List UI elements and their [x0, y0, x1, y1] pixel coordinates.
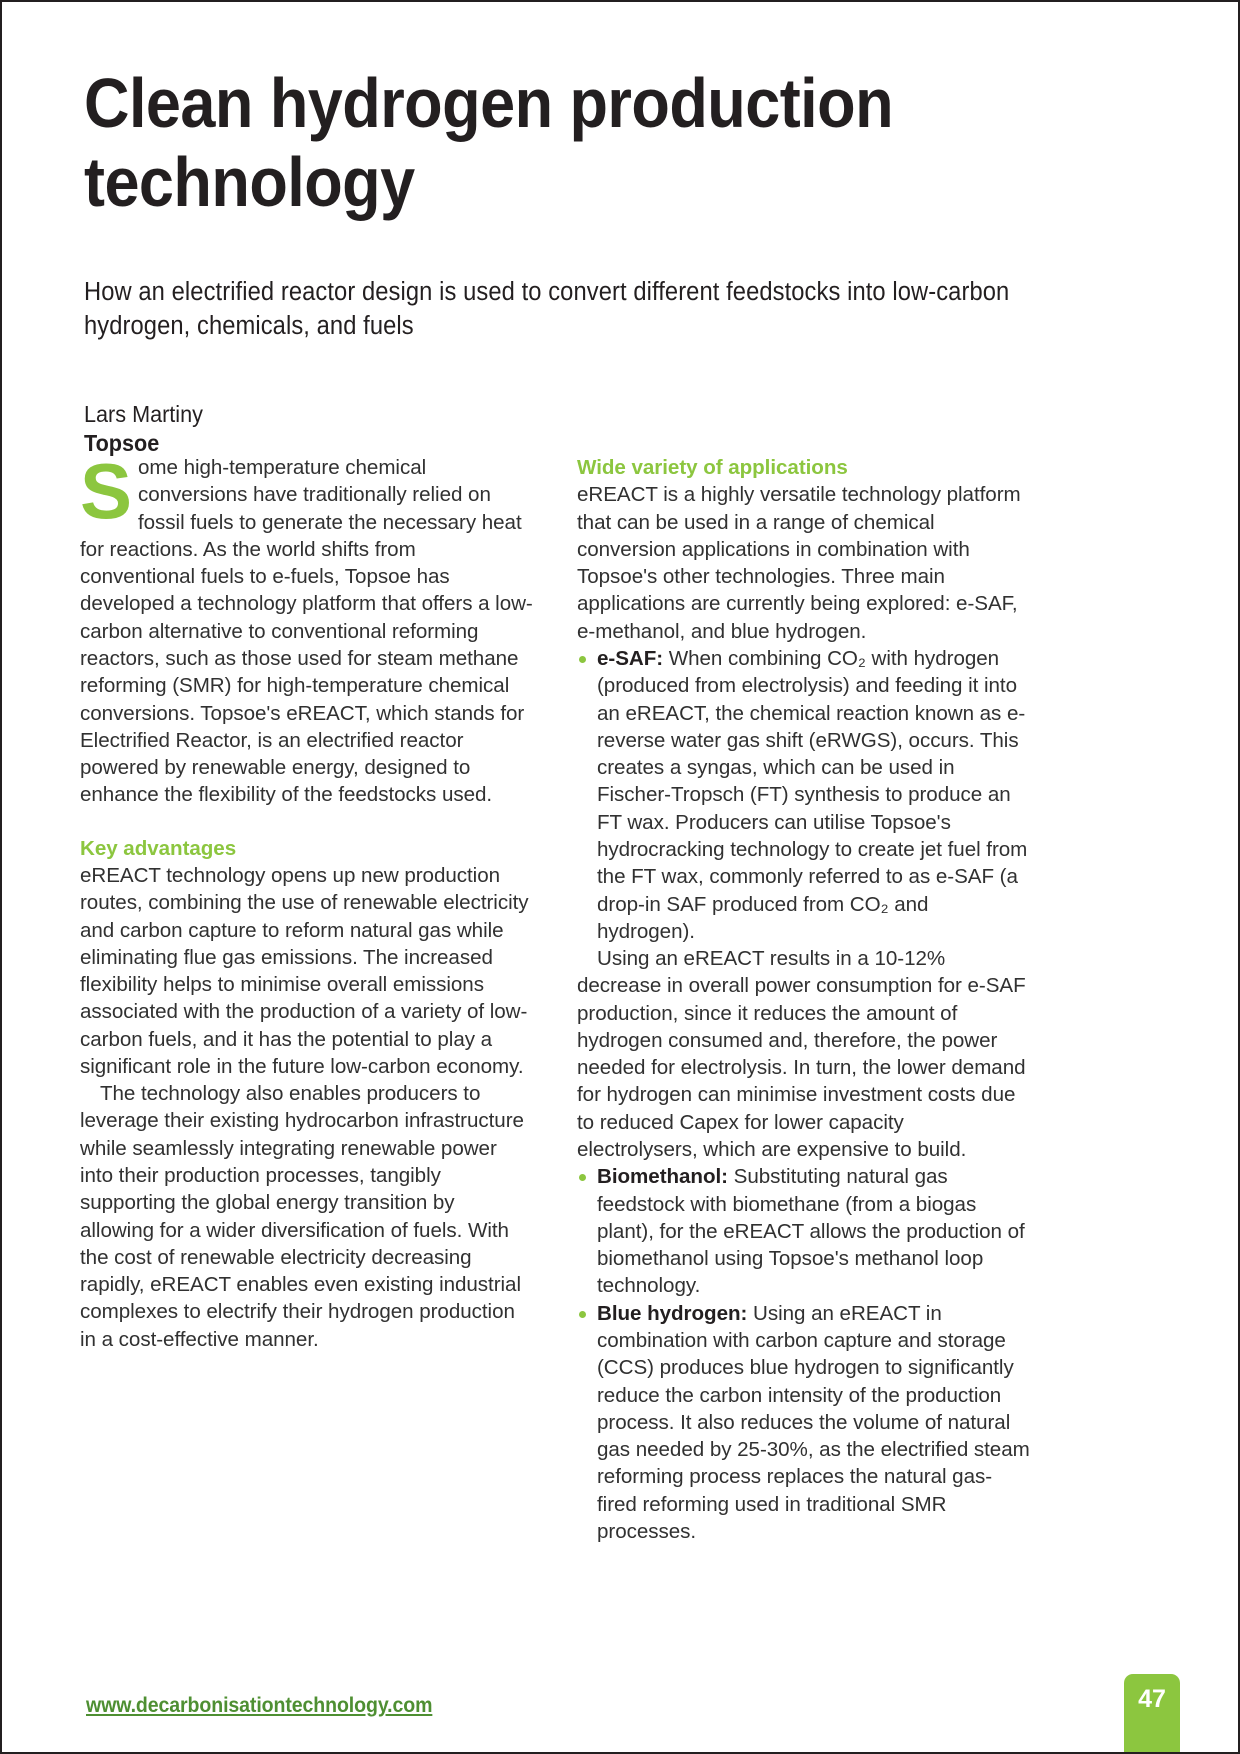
byline-author: Lars Martiny	[84, 401, 203, 427]
right-column	[577, 454, 1030, 1545]
bullet-body-text: When combining CO₂ with hydrogen (produced from electrolysis) and feeding it into an eREACT, the chemical reaction known as e-reverse water gas shift (eRWGS), occurs. This creates a syngas, which can be used in Fischer-Tropsch (FT) synthesis to produce an FT wax. Producers can utilise Topsoe's hydrocracking technology to create jet fuel from the FT wax, commonly referred to as e-SAF (a drop-in SAF produced from CO₂ and hydrogen).	[597, 646, 1028, 943]
article-standfirst: How an electrified reactor design is used to convert different feedstocks into low-carbon hydrogen, chemicals, and fuels	[84, 278, 1010, 341]
byline-company: Topsoe	[84, 430, 160, 457]
bullet-dot-icon	[579, 656, 586, 663]
section-heading-wide-variety: Wide variety of applications	[577, 456, 848, 479]
bullet-lead-label: Blue hydrogen:	[597, 1301, 748, 1325]
left-paragraph-2: eREACT technology opens up new production routes, combining the use of renewable electricity and carbon capture to reform natural gas while eliminating flue gas emissions. The increased flexibility helps to minimise overall emissions associated with the production of a variety of low-carbon fuels, and it has the potential to play a significant role in the future low-carbon economy.	[80, 863, 529, 1078]
bullet-item-blue-hydrogen	[577, 1300, 1030, 1546]
byline	[84, 400, 973, 459]
page-number: 47	[1138, 1685, 1166, 1713]
page-title: Clean hydrogen production technology	[84, 64, 894, 222]
left-column	[80, 447, 533, 1545]
bullet-body-text: Substituting natural gas feedstock with biomethane (from a biogas plant), for the eREACT allows the production of biomethanol using Topsoe's methanol loop technology.	[597, 1165, 1025, 1298]
article-body	[80, 447, 1030, 1545]
bullet-body-text: Using an eREACT in combination with carbon capture and storage (CCS) produces blue hydrogen to significantly reduce the carbon intensity of the production process. It also reduces the volume of natural gas needed by 25-30%, as the electrified steam reforming process replaces the natural gas-fired reforming used in traditional SMR processes.	[597, 1301, 1030, 1543]
page-number-badge	[1124, 1674, 1180, 1752]
drop-cap: S	[80, 447, 132, 535]
bullet-lead-label: e-SAF:	[597, 646, 664, 670]
bullet-dot-icon	[579, 1174, 586, 1181]
bullet-item-biomethanol	[577, 1163, 1030, 1299]
bullet-dot-icon	[579, 1311, 586, 1318]
bullet-lead-label: Biomethanol:	[597, 1165, 728, 1189]
opening-paragraph	[80, 447, 533, 809]
opening-paragraph-text: ome high-temperature chemical conversions have traditionally relied on fossil fuels to generate the necessary heat for reactions. As the world shifts from conventional fuels to e-fuels, Topsoe has developed a technology platform that offers a low-carbon alternative to conventional reforming reactors, such as those used for steam methane reforming (SMR) for high-temperature chemical conversions. Topsoe's eREACT, which stands for Electrified Reactor, is an electrified reactor powered by renewable energy, designed to enhance the flexibility of the feedstocks used.	[80, 456, 533, 807]
section-heading-key-advantages: Key advantages	[80, 836, 237, 860]
right-paragraph-1: eREACT is a highly versatile technology platform that can be used in a range of chemical conversion applications in combination with Topsoe's other technologies. Three main applications are currently being explored: e-SAF, e-methanol, and blue hydrogen.	[577, 483, 1021, 643]
footer-website-url[interactable]: www.decarbonisationtechnology.com	[86, 1694, 433, 1717]
bullet-item-e-saf	[577, 645, 1030, 945]
left-paragraph-3: The technology also enables producers to leverage their existing hydrocarbon infrastructure while seamlessly integrating renewable power into their production processes, tangibly supporting the global energy transition by allowing for a wider diversification of fuels. With the cost of renewable electricity decreasing rapidly, eREACT enables even existing industrial complexes to electrify their hydrogen production in a cost-effective manner.	[80, 1082, 524, 1351]
right-paragraph-after-first-bullet: Using an eREACT results in a 10-12% decrease in overall power consumption for e-SAF production, since it reduces the amount of hydrogen consumed and, therefore, the power needed for electrolysis. In turn, the lower demand for hydrogen can minimise investment costs due to reduced Capex for lower capacity electrolysers, which are expensive to build.	[577, 947, 1026, 1162]
article-masthead	[84, 64, 1030, 459]
